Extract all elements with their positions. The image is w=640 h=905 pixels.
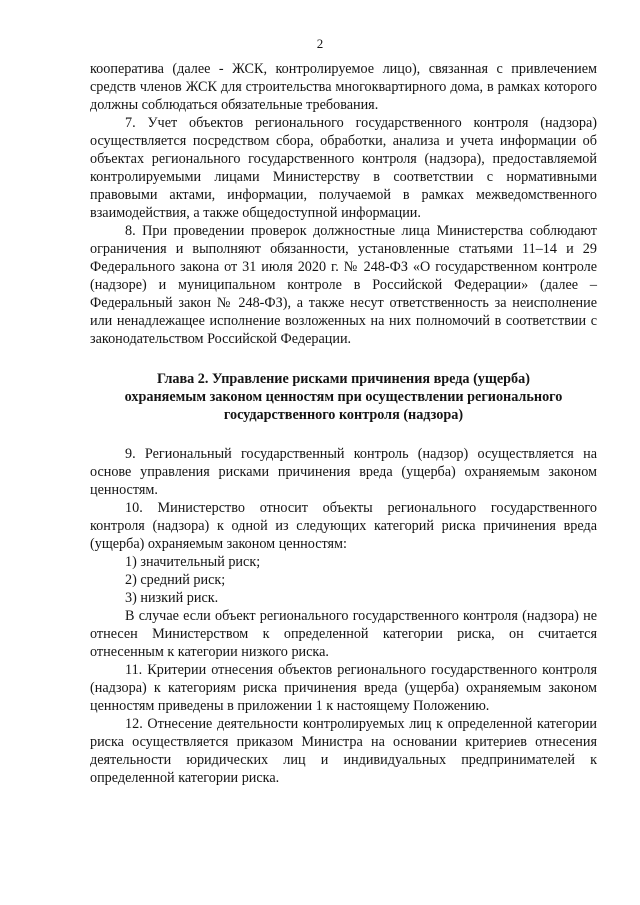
list-item: 3) низкий риск.: [125, 590, 219, 606]
list-item: 1) значительный риск;: [125, 554, 261, 570]
document-body: [90, 60, 597, 787]
chapter-heading-line: охраняемым законом ценностям при осуществлении регионального: [124, 389, 563, 405]
paragraph-intro: кооператива (далее - ЖСК, контролируемое лицо), связанная с привлечением средств членов ЖСК для строительства многоквартирного дома, в рамках которого должны соблюдаться обязательные требования.: [90, 61, 597, 113]
paragraph-8: 8. При проведении проверок должностные лица Министерства соблюдают ограничения и выполняют обязанности, установленные статьями 11–14 и 29 Федерального закона от 31 июля 2020 г. № 248-ФЗ «О государственном контроле (надзоре) и муниципальном контроле в Российской Федерации» (далее – Федеральный закон № 248-ФЗ), а также несут ответственность за неисполнение или ненадлежащее исполнение возложенных на них полномочий в соответствии с законодательством Российской Федерации.: [90, 223, 597, 347]
page-number: 2: [316, 36, 324, 51]
paragraph-10: 10. Министерство относит объекты регионального государственного контроля (надзора) к одной из следующих категорий риска причинения вреда (ущерба) охраняемым законом ценностям:: [90, 500, 597, 552]
list-item: 2) средний риск;: [125, 572, 226, 588]
chapter-heading-line: Глава 2. Управление рисками причинения вреда (ущерба): [157, 371, 530, 387]
chapter-heading-line: государственного контроля (надзора): [223, 407, 464, 423]
paragraph-11: 11. Критерии отнесения объектов регионального государственного контроля (надзора) к категориям риска причинения вреда (ущерба) охраняемым законом ценностям приведены в приложении 1 к настоящему Положению.: [90, 662, 597, 714]
paragraph-10-note: В случае если объект регионального государственного контроля (надзора) не отнесен Министерством к определенной категории риска, он считается отнесенным к категории низкого риска.: [90, 608, 597, 660]
paragraph-9: 9. Региональный государственный контроль (надзор) осуществляется на основе управления рисками причинения вреда (ущерба) охраняемым законом ценностям.: [90, 446, 597, 498]
paragraph-7: 7. Учет объектов регионального государственного контроля (надзора) осуществляется посредством сбора, обработки, анализа и учета информации об объектах регионального государственного контроля (надзора), предоставляемой контролируемыми лицами Министерству в соответствии с нормативными правовыми актами, информации, получаемой в рамках межведомственного взаимодействия, а также общедоступной информации.: [90, 115, 597, 221]
paragraph-12: 12. Отнесение деятельности контролируемых лиц к определенной категории риска осуществляется приказом Министра на основании критериев отнесения деятельности юридических лиц и индивидуальных предпринимателей к определенной категории риска.: [90, 716, 597, 786]
chapter-heading: [90, 370, 597, 424]
